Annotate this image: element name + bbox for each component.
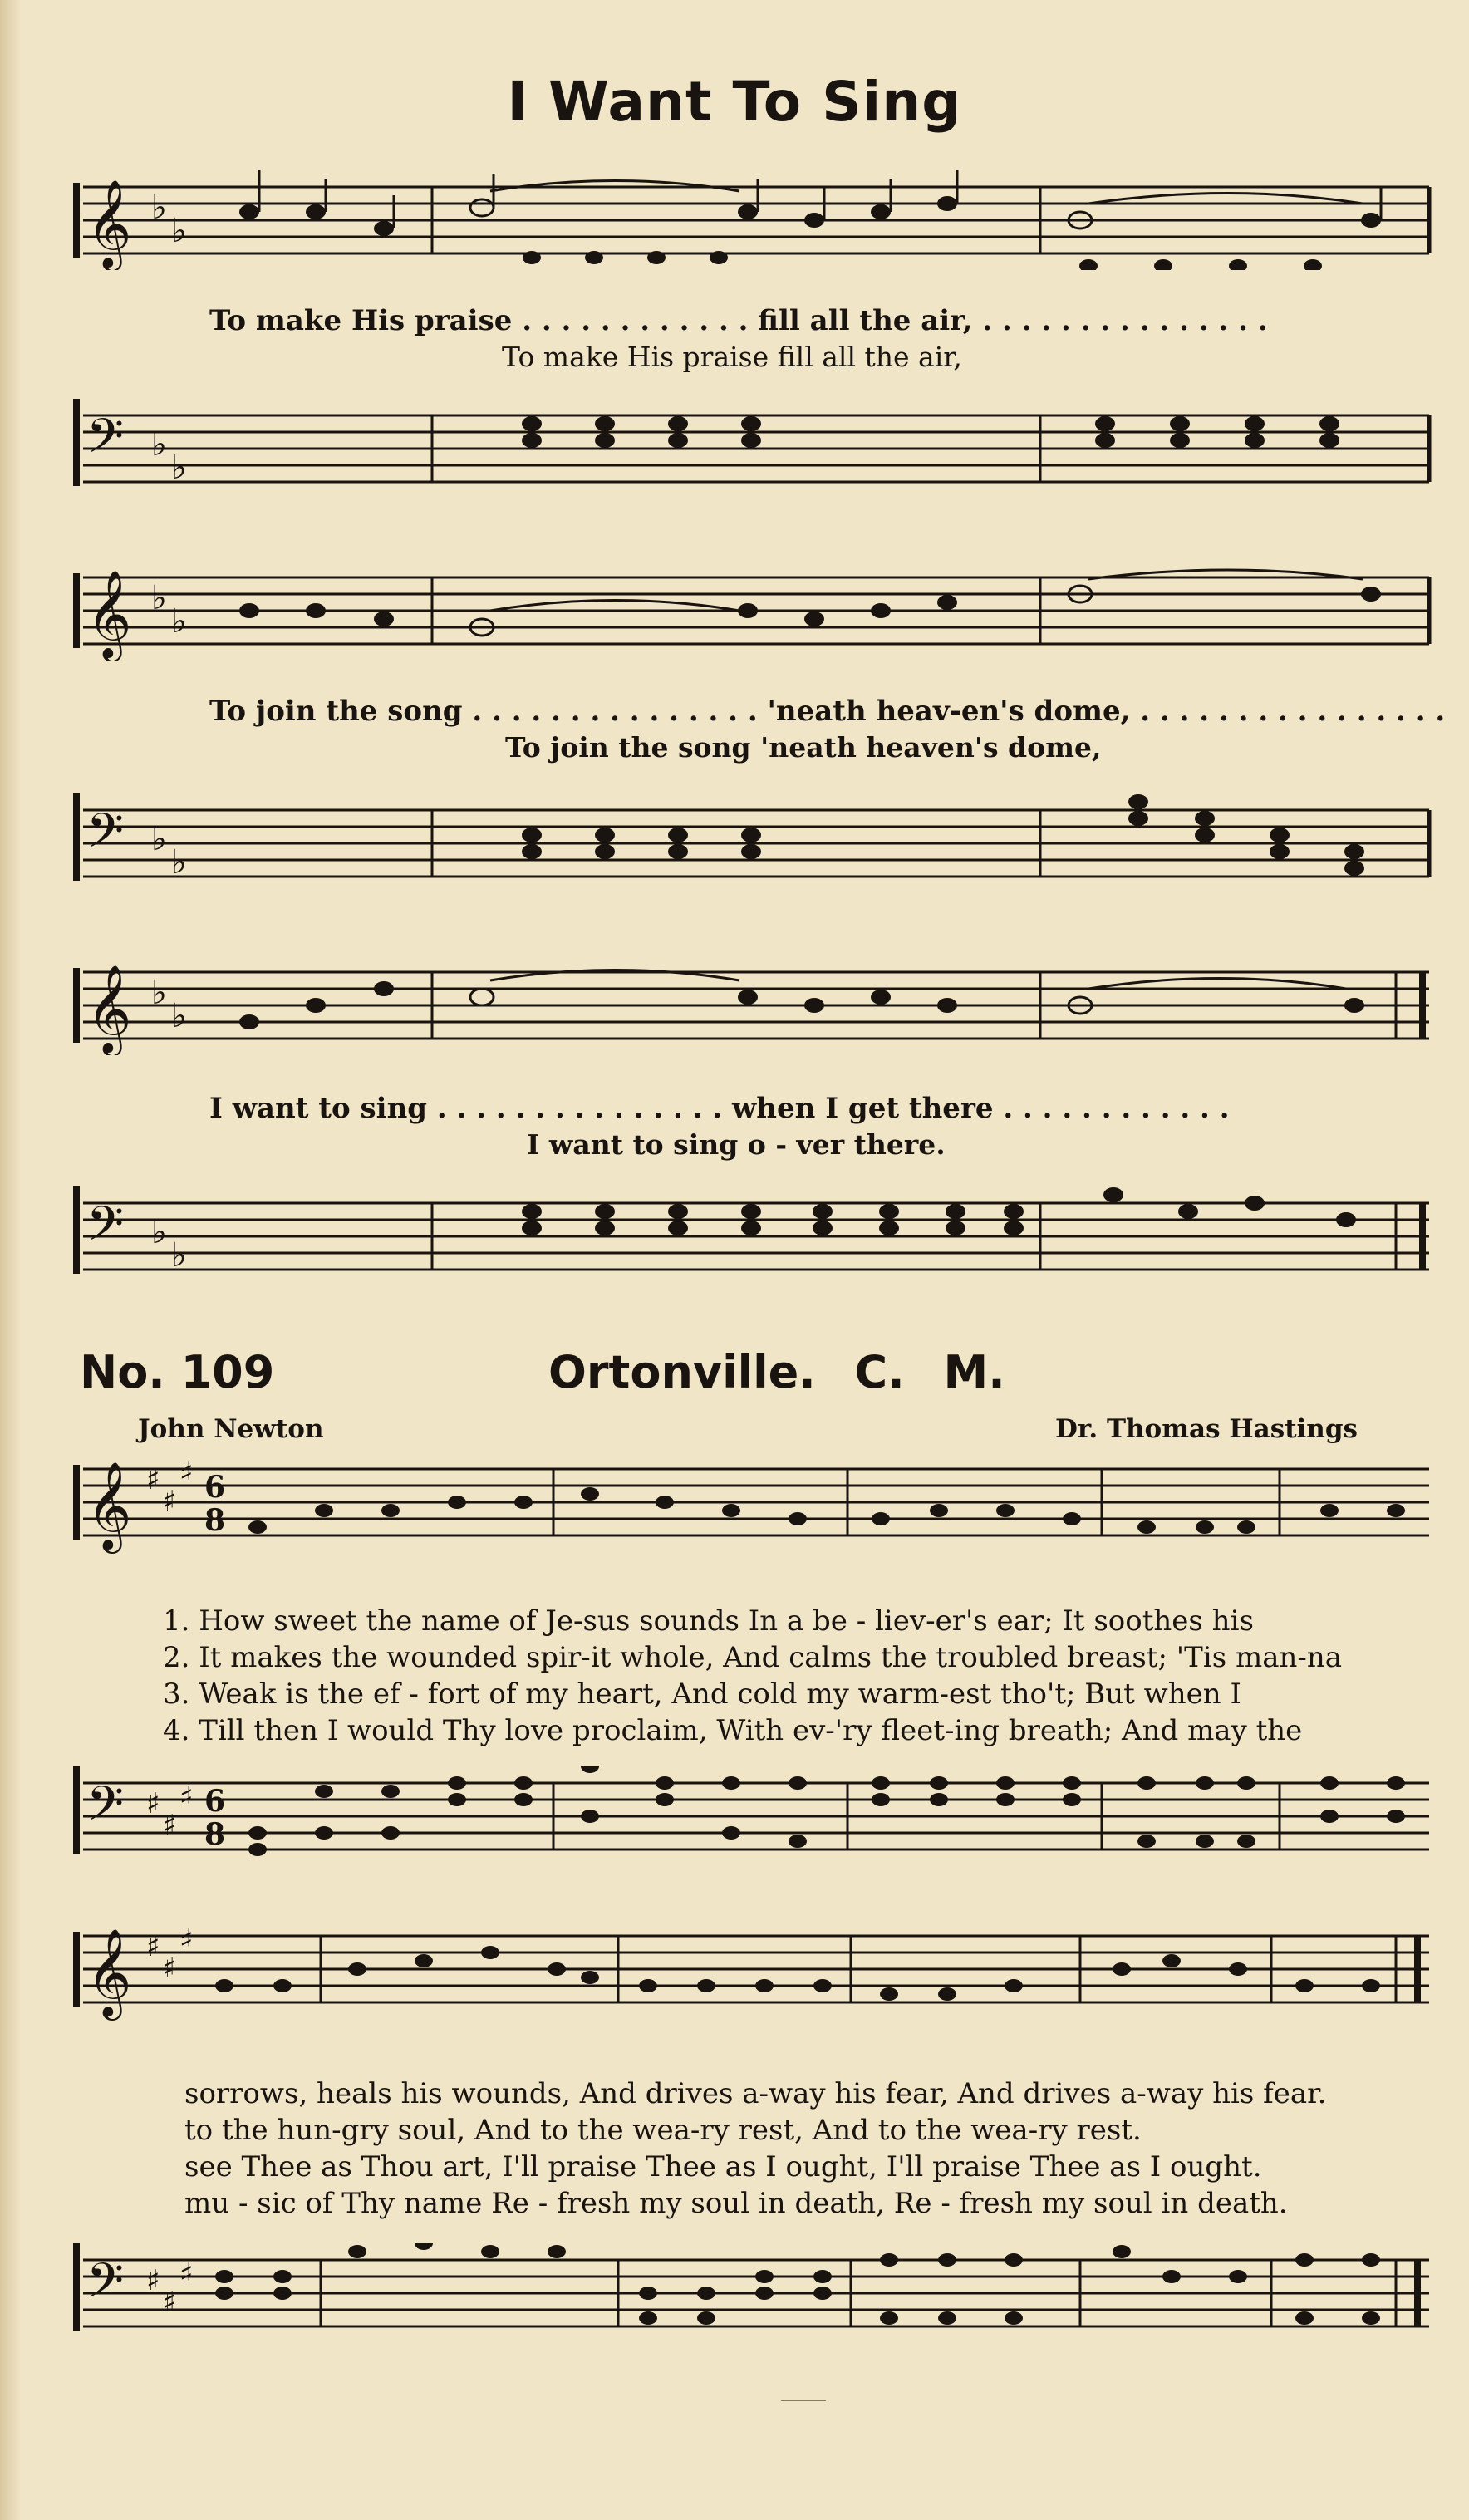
svg-text:𝄢: 𝄢 bbox=[86, 803, 125, 871]
svg-text:♯: ♯ bbox=[163, 2286, 177, 2319]
svg-text:𝄞: 𝄞 bbox=[86, 1928, 132, 2016]
svg-text:6: 6 bbox=[204, 1470, 226, 1505]
lyric-echo-2: To join the song 'neath heaven's dome, bbox=[505, 731, 1102, 764]
hymn-author: John Newton bbox=[138, 1414, 324, 1444]
svg-text:♯: ♯ bbox=[163, 1809, 177, 1842]
lyric-melody-2: To join the song . . . . . . . . . . . . . . . 'neath heav-en's dome, . . . . . . . . . . . . . . . . bbox=[209, 695, 1446, 728]
svg-text:♭: ♭ bbox=[171, 212, 187, 250]
lyric-melody-1: To make His praise . . . . . . . . . . . . fill all the air, . . . . . . . . . . . . . . . bbox=[209, 304, 1268, 337]
svg-text:𝄞: 𝄞 bbox=[86, 1461, 132, 1550]
song-title: I Want To Sing bbox=[507, 70, 962, 134]
verse-2-line-2: to the hun-gry soul, And to the wea-ry rest, And to the wea-ry rest. bbox=[184, 2114, 1142, 2147]
verse-2-line-1: 2. It makes the wounded spir-it whole, And calms the troubled breast; 'Tis man-na bbox=[163, 1641, 1343, 1674]
verse-4-line-1: 4. Till then I would Thy love proclaim, With ev-'ry fleet-ing breath; And may the bbox=[163, 1714, 1303, 1747]
svg-text:♭: ♭ bbox=[151, 189, 167, 227]
lyric-echo-3: I want to sing o - ver there. bbox=[527, 1128, 946, 1161]
svg-text:♯: ♯ bbox=[179, 1781, 194, 1814]
svg-text:♭: ♭ bbox=[151, 974, 167, 1012]
ortonville-bass-staff-2 bbox=[0, 2243, 1469, 2351]
svg-text:♯: ♯ bbox=[163, 1485, 177, 1518]
verse-4-line-2: mu - sic of Thy name Re - fresh my soul in death, Re - fresh my soul in death. bbox=[184, 2187, 1288, 2220]
svg-text:♭: ♭ bbox=[151, 579, 167, 617]
svg-text:𝄞: 𝄞 bbox=[86, 179, 132, 268]
svg-text:♯: ♯ bbox=[179, 2257, 194, 2291]
svg-text:♭: ♭ bbox=[171, 602, 187, 641]
treble-staff-1 bbox=[0, 170, 1469, 270]
hymn-number: No. 109 bbox=[80, 1346, 275, 1398]
svg-text:♯: ♯ bbox=[179, 1456, 194, 1490]
svg-text:𝄢: 𝄢 bbox=[86, 1196, 125, 1264]
svg-text:8: 8 bbox=[204, 1817, 226, 1852]
svg-text:♯: ♯ bbox=[179, 1923, 194, 1957]
bass-staff-2 bbox=[0, 793, 1469, 893]
lyric-echo-1: To make His praise fill all the air, bbox=[502, 341, 962, 373]
svg-text:𝄢: 𝄢 bbox=[86, 2252, 125, 2321]
svg-text:𝄞: 𝄞 bbox=[86, 964, 132, 1053]
svg-text:♯: ♯ bbox=[146, 1463, 160, 1496]
svg-text:♭: ♭ bbox=[171, 1236, 187, 1275]
svg-text:♯: ♯ bbox=[146, 1930, 160, 1963]
ortonville-treble-staff-1 bbox=[0, 1452, 1469, 1560]
bass-staff-1 bbox=[0, 399, 1469, 499]
svg-text:𝄞: 𝄞 bbox=[86, 569, 132, 658]
ortonville-bass-staff-1 bbox=[0, 1766, 1469, 1874]
hymn-composer: Dr. Thomas Hastings bbox=[1055, 1414, 1358, 1444]
lyric-melody-3: I want to sing . . . . . . . . . . . . . . . when I get there . . . . . . . . . . . . bbox=[209, 1092, 1230, 1125]
svg-text:♭: ♭ bbox=[171, 843, 187, 882]
svg-text:♯: ♯ bbox=[163, 1952, 177, 1985]
svg-text:𝄢: 𝄢 bbox=[86, 408, 125, 476]
svg-text:♭: ♭ bbox=[171, 449, 187, 487]
footer-rule bbox=[781, 2400, 826, 2401]
svg-text:♭: ♭ bbox=[151, 425, 167, 464]
svg-text:𝄢: 𝄢 bbox=[86, 1776, 125, 1844]
svg-text:♭: ♭ bbox=[171, 997, 187, 1035]
verse-1-line-2: sorrows, heals his wounds, And drives a-way his fear, And drives a-way his fear. bbox=[184, 2077, 1327, 2110]
svg-text:♯: ♯ bbox=[146, 1787, 160, 1820]
svg-text:♭: ♭ bbox=[151, 1213, 167, 1251]
treble-staff-3 bbox=[0, 955, 1469, 1055]
verse-3-line-2: see Thee as Thou art, I'll praise Thee as I ought, I'll praise Thee as I ought. bbox=[184, 2150, 1262, 2184]
hymn-title: Ortonville. C. M. bbox=[548, 1346, 1005, 1398]
svg-text:♯: ♯ bbox=[146, 2264, 160, 2297]
ortonville-treble-staff-2 bbox=[0, 1919, 1469, 2027]
verse-1-line-1: 1. How sweet the name of Je-sus sounds In a be - liev-er's ear; It soothes his bbox=[163, 1604, 1254, 1638]
verse-3-line-1: 3. Weak is the ef - fort of my heart, And cold my warm-est tho't; But when I bbox=[163, 1678, 1241, 1711]
bass-staff-3 bbox=[0, 1186, 1469, 1286]
treble-staff-2 bbox=[0, 561, 1469, 661]
svg-text:♭: ♭ bbox=[151, 820, 167, 858]
svg-text:8: 8 bbox=[204, 1503, 226, 1538]
svg-text:6: 6 bbox=[204, 1784, 226, 1819]
